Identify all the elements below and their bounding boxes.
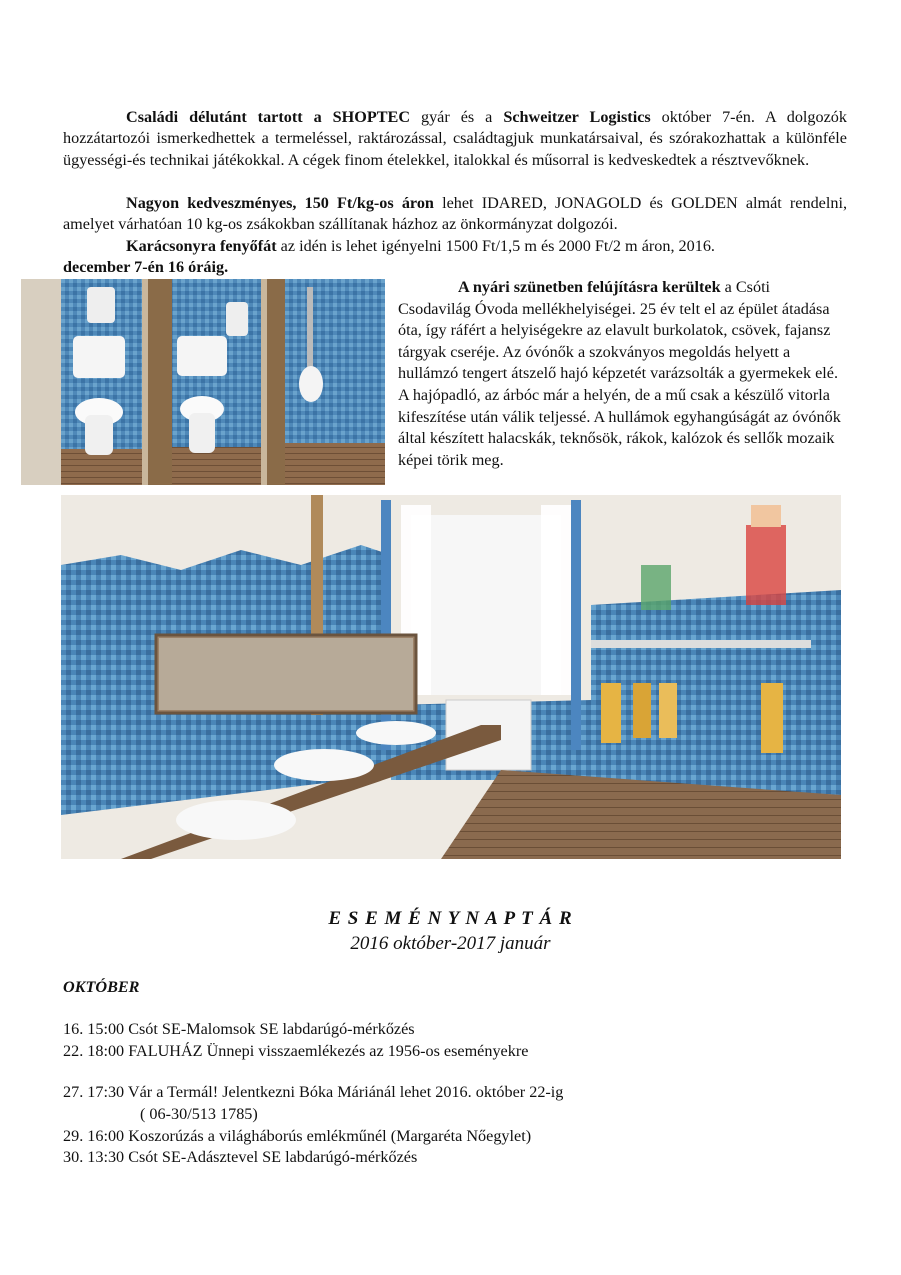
text-span: lehet IDARED, JONAGOLD és GOLDEN almát rendelni, amelyet várhatóan 10 kg-os zsákokban szállítanak házhoz az önkormányzat dolgozói. [63,194,847,234]
text-span: a Csóti Csodavilág Óvoda mellékhelyiségei. 25 év telt el az épület átadása óta, így ráfért a helyiségekre az elavult burkolatok, csövek, fajansz tárgyak cseréje. Az óvónők a szokványos megoldás helyett a hullámzó tengert átszelő hajó képzetét varázsolták a gyermekek elé. A hajópadló, az árbóc már a helyén, de a mű csak a készülő vitorla kifeszítése után válik teljessé. A hullámok egyhangúságát az óvónők által készített halacskák, teknősök, rákok, kalózok és sellők mozaik képei törik meg. [398,278,841,469]
bold-family-day: Családi délutánt tartott a SHOPTEC [126,108,411,126]
toilet-photo [21,279,385,485]
event-item: 30. 13:30 Csót SE-Adásztevel SE labdarúgó-mérkőzés [63,1148,418,1166]
text-span: október 7-én. A dolgozók hozzátartozói ismerkedhettek a termeléssel, raktározással, családtagjuk munkatársaival, és szórakozhattak a különféle ügyességi-és technikai játékokkal. A cégek finom ételekkel, italokkal és műsorral is kedveskedtek a résztvevőknek. [63,108,847,169]
event-item: 16. 15:00 Csót SE-Malomsok SE labdarúgó-mérkőzés [63,1020,415,1038]
calendar-subtitle: 2016 október-2017 január [350,933,551,954]
event-item: 29. 16:00 Koszorúzás a világháborús emlékműnél (Margaréta Nőegylet) [63,1127,532,1145]
paragraph-apples [63,193,847,236]
month-heading: OKTÓBER [63,978,140,996]
bold-company: Schweitzer Logistics [503,108,651,126]
bathroom-photo-svg [61,495,841,859]
bathroom-photo [61,495,841,859]
bold-apple-price: Nagyon kedveszményes, 150 Ft/kg-os áron [126,194,434,212]
text-span: gyár és a [410,108,504,126]
paragraph-kindergarten [398,277,843,471]
paragraph-family-day [63,107,847,171]
event-phone: ( 06-30/513 1785) [140,1105,258,1123]
christmas-deadline: december 7-én 16 óráig. [63,258,229,276]
bold-renovation: A nyári szünetben felújításra kerültek [458,278,721,296]
event-item: 27. 17:30 Vár a Termál! Jelentkezni Bóka Máriánál lehet 2016. október 22-ig [63,1083,564,1101]
paragraph-christmas-tree [63,236,847,257]
event-item: 22. 18:00 FALUHÁZ Ünnepi visszaemlékezés az 1956-os eseményekre [63,1042,529,1060]
bold-christmas-tree: Karácsonyra fenyőfát [126,237,277,255]
toilet-photo-svg [21,279,385,485]
text-span: az idén is lehet igényelni 1500 Ft/1,5 m és 2000 Ft/2 m áron, 2016. [276,237,715,255]
calendar-title: E S E M É N Y N A P T Á R [328,908,573,929]
